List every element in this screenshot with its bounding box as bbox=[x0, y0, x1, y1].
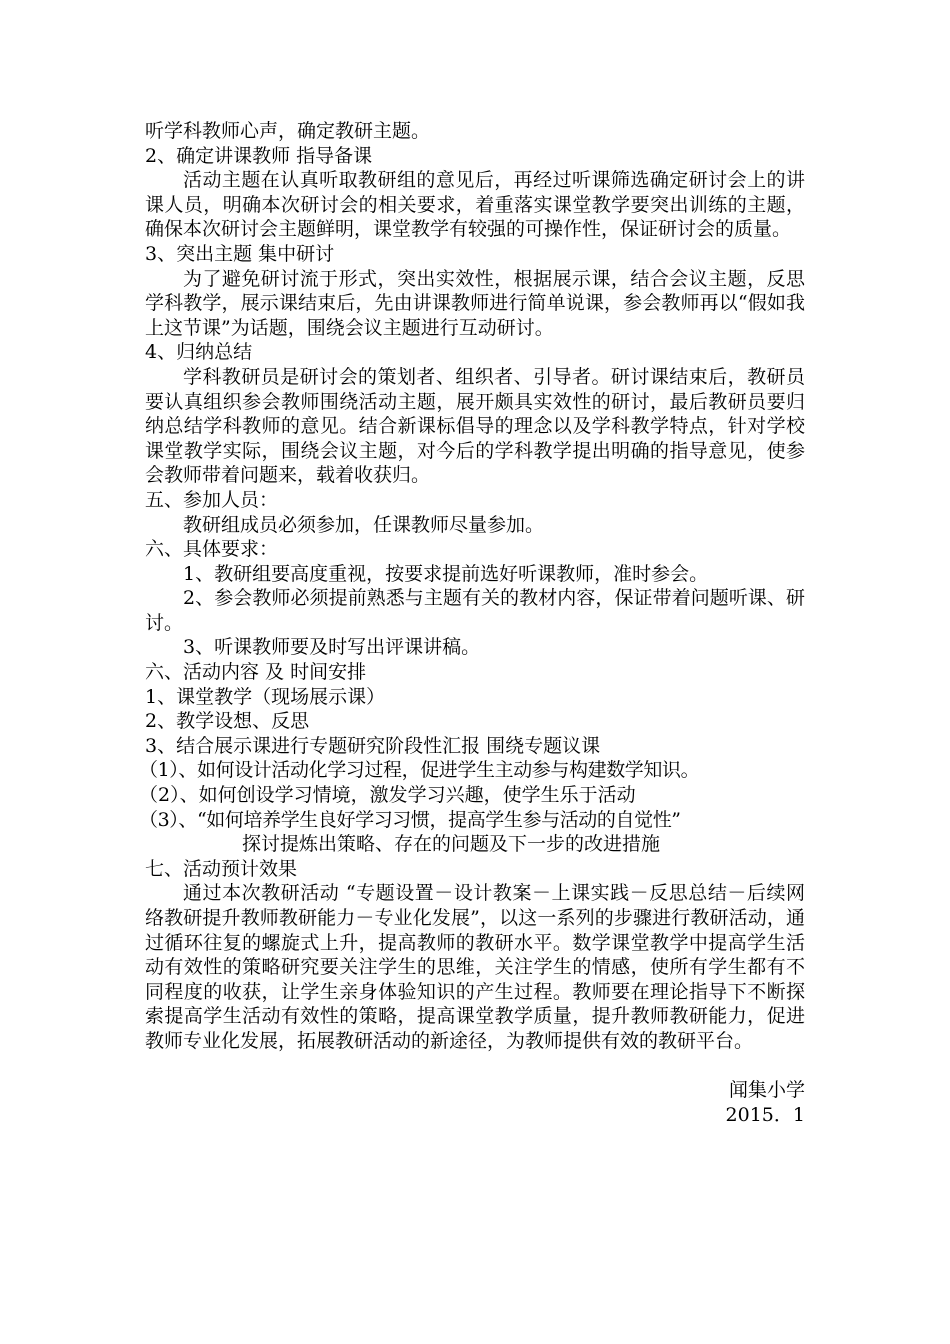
paragraph-participants: 教研组成员必须参加，任课教师尽量参加。 bbox=[183, 513, 545, 536]
paragraph-select-teacher: 活动主题在认真听取教研组的意见后，再经过听课筛选确定研讨会上的讲课人员，明确本次研讨会的相关要求，着重落实课堂教学要突出训练的主题，确保本次研讨会主题鲜明，课堂教学有较强的可操作性，保证研讨会的质量。 bbox=[145, 169, 805, 241]
requirement-item-3: 3、听课教师要及时写出评课讲稿。 bbox=[183, 636, 481, 659]
heading-participants: 五、参加人员： bbox=[145, 488, 279, 511]
spacer bbox=[145, 1054, 805, 1079]
heading-summary: 4、归纳总结 bbox=[145, 341, 253, 364]
topic-question-3: （3）、“如何培养学生良好学习习惯，提高学生参与活动的自觉性” bbox=[139, 808, 681, 831]
signature-date: 2015．1 bbox=[725, 1103, 805, 1126]
heading-select-teacher: 2、确定讲课教师 指导备课 bbox=[145, 144, 373, 167]
topic-question-3-followup: 探讨提炼出策略、存在的问题及下一步的改进措施 bbox=[242, 833, 661, 856]
activity-item-3: 3、结合展示课进行专题研究阶段性汇报 围绕专题议课 bbox=[145, 734, 601, 757]
paragraph-focus-topic: 为了避免研讨流于形式，突出实效性，根据展示课，结合会议主题，反思学科教学，展示课结束后，先由讲课教师进行简单说课，参会教师再以“假如我上这节课”为话题，围绕会议主题进行互动研讨。 bbox=[145, 267, 805, 339]
requirement-item-1: 1、教研组要高度重视，按要求提前选好听课教师，准时参会。 bbox=[183, 562, 709, 585]
paragraph-summary: 学科教研员是研讨会的策划者、组织者、引导者。研讨课结束后，教研员要认真组织参会教师围绕活动主题，展开颇具实效性的研讨，最后教研员要归纳总结学科教师的意见。结合新课标倡导的理念以及学科教学特点，针对学校课堂教学实际，围绕会议主题，对今后的学科教学提出明确的指导意见，使参会教师带着问题来，载着收获归。 bbox=[145, 365, 805, 487]
heading-activity-schedule: 六、活动内容 及 时间安排 bbox=[145, 661, 367, 684]
paragraph-expected-effect: 通过本次教研活动 “专题设置－设计教案－上课实践－反思总结－后续网络教研提升教师教研能力－专业化发展”，以这一系列的步骤进行教研活动，通过循环往复的螺旋式上升，提高教师的教研水平。数学课堂教学中提高学生活动有效性的策略研究要关注学生的思维，关注学生的情感，使所有学生都有不同程度的收获，让学生亲身体验知识的产生过程。教师要在理论指导下不断探索提高学生活动有效性的策略，提高课堂教学质量，提升教师教研能力，促进教师专业化发展，拓展教研活动的新途径，为教师提供有效的教研平台。 bbox=[145, 882, 805, 1052]
activity-item-2: 2、教学设想、反思 bbox=[145, 710, 310, 733]
topic-question-2: （2）、如何创设学习情境，激发学习兴趣，使学生乐于活动 bbox=[139, 784, 636, 807]
paragraph-intro-tail: 听学科教师心声，确定教研主题。 bbox=[145, 120, 431, 142]
activity-item-1: 1、课堂教学（现场展示课） bbox=[145, 685, 386, 708]
heading-requirements: 六、具体要求： bbox=[145, 538, 279, 561]
signature-organization: 闻集小学 bbox=[728, 1079, 805, 1102]
heading-expected-effect: 七、活动预计效果 bbox=[145, 857, 298, 880]
document-body bbox=[139, 119, 805, 1127]
requirement-item-2: 2、参会教师必须提前熟悉与主题有关的教材内容，保证带着问题听课、研讨。 bbox=[145, 587, 805, 634]
heading-focus-topic: 3、突出主题 集中研讨 bbox=[145, 242, 335, 265]
topic-question-1: （1）、如何设计活动化学习过程，促进学生主动参与构建数学知识。 bbox=[139, 759, 700, 782]
